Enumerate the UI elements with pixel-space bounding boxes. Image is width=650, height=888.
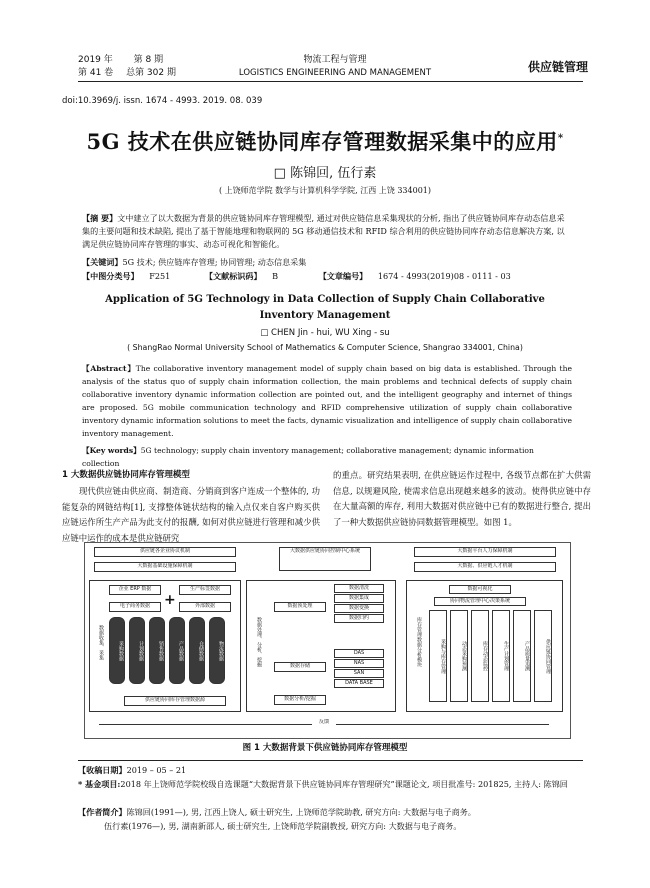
- classification-row: [82, 270, 572, 283]
- fig-right-center: 协同物流管理中心决策系统: [434, 597, 526, 606]
- abstract-en-text: The collaborative inventory management model of supply chain based on big data is established. Through the analysis of the status quo of supply chain information collection, the main problems and technical defects of supply chain collaborative inventory dynamic information collection are pointed out, and the intelligent geography and internet of things are proposed. 5G mobile communication technology and RFID comprehensive utilization of supply chain collaborative inventory dynamic information solutions to meet the facts, dynamic visualization and intelligence of supply chain collaborative inventory management.: [82, 364, 572, 438]
- fig-rcol-4: 产品质量追溯: [513, 610, 531, 702]
- fig-left-prod: 生产标签数据: [179, 585, 231, 595]
- section-right-text: 的重点。研究结果表明, 在供应链运作过程中, 各级节点都在扩大供需信息, 以规避风险, 使需求信息出现越来越多的波动。使得供应链中存在大量高额的库存, 利用大数据对供应链中已有的数据进行整合, 提出了一种大数据供应链协同数据管理模型。如图 1。: [333, 470, 591, 527]
- fig-top-left-1: 供应链各企业协议机制: [94, 547, 236, 557]
- fig-right-cols: [429, 610, 559, 705]
- fig-top-left-2: 大数据基础设施保障机制: [94, 562, 236, 572]
- art-label: 【文章编号】: [318, 271, 368, 281]
- fig-rcol-2: 库存动态监控: [471, 610, 489, 702]
- keywords-en-text: 5G technology; supply chain inventory management; collaborative management; dynamic information collection: [82, 446, 534, 468]
- fig-stack-1: 数据集成: [334, 594, 384, 603]
- fig-db-5: 物流数据: [209, 617, 225, 684]
- keywords-cn: [82, 256, 572, 269]
- affiliation-cn: ( 上饶师范学院 数学与计算机科学学院, 江西 上饶 334001): [218, 186, 432, 195]
- fn-fund-label: * 基金项目:: [78, 779, 121, 789]
- header-issue: 第 8 期: [133, 55, 164, 65]
- fig-feedback-label: 反馈: [312, 719, 336, 727]
- fig-left-erp: 企业 ERP 数据: [109, 585, 161, 595]
- fig-mid-anal: 数据分析/挖掘: [274, 695, 326, 705]
- fn-author-1-text: 陈锦回(1991—), 男, 江西上饶人, 硕士研究生, 上饶师范学院助教, 研究方向: 大数据与电子商务。: [126, 807, 476, 817]
- footnote-received: [78, 764, 583, 777]
- figure-caption: 图 1 大数据背景下供应链协同库存管理模型: [242, 743, 408, 753]
- header-row-2: [78, 67, 176, 79]
- doi: doi:10.3969/j. issn. 1674 - 4993. 2019. 08. 039: [62, 96, 263, 106]
- fig-db-3: 产品数据: [169, 617, 185, 684]
- header-total: 总第 302 期: [126, 68, 176, 78]
- title-en-line2: Inventory Management: [259, 310, 391, 321]
- journal-name-en: LOGISTICS ENGINEERING AND MANAGEMENT: [238, 68, 432, 78]
- fig-control-center: 大数据供应链协同控制中心系统: [279, 547, 371, 571]
- fn-author-label: 【作者简介】: [78, 807, 127, 817]
- fig-rcol-1: 动态采购预测: [450, 610, 468, 702]
- header-year: 2019 年: [78, 55, 113, 65]
- fn-author-2-text: 伍行素(1976—), 男, 湖南新邵人, 硕士研究生, 上饶师范学院副教授, 研究方向: 大数据与电子商务。: [104, 821, 462, 831]
- fig-left-ecom: 电子商务数据: [109, 602, 161, 612]
- figure-1: [84, 542, 569, 737]
- header-volume: 第 41 卷: [78, 68, 114, 78]
- fn-received-label: 【收稿日期】: [78, 765, 127, 775]
- fig-stack-6: SAN: [334, 669, 384, 678]
- section-heading: 1 大数据供应链协同库存管理模型: [62, 470, 190, 480]
- fig-right-vertical: 库存管理数据分析模块: [412, 597, 422, 687]
- fig-mid-store: 数据存储: [274, 662, 326, 672]
- fig-stack-0: 数据清洗: [334, 584, 384, 593]
- abstract-en-label: 【Abstract】: [82, 364, 136, 373]
- fig-db-2: 销售数据: [149, 617, 165, 684]
- title-text: 5G 技术在供应链协同库存管理数据采集中的应用: [86, 129, 558, 154]
- fig-stack-5: NAS: [334, 659, 384, 668]
- doc-value: B: [272, 271, 279, 281]
- art-value: 1674 - 4993(2019)08 - 0111 - 03: [377, 271, 511, 281]
- fig-stack-3: 数据归约: [334, 614, 384, 623]
- column-name: 供应链管理: [527, 60, 588, 74]
- abstract-cn: [82, 212, 572, 251]
- fig-rcol-5: 供应链协同管理: [534, 610, 552, 702]
- section-left-text: 现代供应链由供应商、制造商、分销商到客户连成一个整体的, 功能复杂的网链结构[1], 支撑整体链状结构的输入点仅来自客户购买供应链运作所生产产品为此支付的报酬, 如何对供应链进行管理和减少供应链中运作的成本是供应链研究: [62, 486, 320, 543]
- journal-name-cn: 物流工程与管理: [303, 55, 367, 65]
- fig-db-4: 仓储数据: [189, 617, 205, 684]
- keywords-en-label: 【Key words】: [82, 446, 141, 455]
- fig-stack-4: DAS: [334, 649, 384, 658]
- fig-db-0: 采购数据: [109, 617, 125, 684]
- fig-rcol-0: 采购与库存管理: [429, 610, 447, 702]
- abstract-en: [82, 362, 572, 440]
- authors-cn: □ 陈锦回, 伍行素: [273, 166, 377, 181]
- title-mark: *: [557, 133, 564, 144]
- footnote-rule: [78, 760, 583, 761]
- abstract-cn-label: 【摘 要】: [82, 213, 118, 223]
- fig-stack-2: 数据变换: [334, 604, 384, 613]
- keywords-cn-label: 【关键词】: [82, 257, 123, 267]
- keywords-cn-text: 5G 技术; 供应链库存管理; 协同管理; 动态信息采集: [122, 257, 307, 267]
- page-title: [0, 126, 650, 156]
- fig-db-1: 计划数据: [129, 617, 145, 684]
- title-en-line1: Application of 5G Technology in Data Collection of Supply Chain Collaborative: [105, 294, 545, 305]
- affiliation-en: ( ShangRao Normal University School of Mathematics & Computer Science, Shangrao 334001, China): [127, 343, 523, 352]
- clc-label: 【中图分类号】: [82, 271, 139, 281]
- abstract-cn-text: 文中建立了以大数据为背景的供应链协同库存管理模型, 通过对供应链信息采集现状的分析, 指出了供应链协同库存动态信息采集的主要问题和技术缺陷, 提出了基于智能地理和物联网的 5G 移动通信技术和 RFID 综合利用的供应链协同库存动态信息解决方案, 以满足供应链协同库存管理的事实、动态可视化和智能化。: [82, 213, 565, 249]
- fig-left-dbs: [109, 617, 234, 687]
- fig-left-ext: 外部数据: [179, 602, 231, 612]
- fig-right-top: 数据可视化: [449, 585, 511, 594]
- header-row-1: [78, 54, 163, 66]
- fig-mid-stack: [334, 584, 384, 696]
- footnote-author-2: [104, 820, 584, 833]
- header-rule: [78, 81, 583, 82]
- fig-rcol-3: 生产计划管理: [492, 610, 510, 702]
- fig-mid-vertical: 数据处理、分析、挖掘: [252, 597, 262, 687]
- fig-top-right-2: 大数据、供应链人才机制: [414, 562, 556, 572]
- fig-plus-icon: +: [164, 592, 176, 608]
- fig-stack-7: DATA BASE: [334, 679, 384, 688]
- clc-value: F251: [149, 271, 171, 281]
- fn-received-text: 2019 – 05 – 21: [126, 765, 187, 775]
- doc-label: 【文献标识码】: [204, 271, 262, 281]
- fn-fund-text: 2018 年上饶师范学院校级自选课题“大数据背景下供应链协同库存管理研究”课题论文, 项目批准号: 201825, 主持人: 陈锦回: [120, 779, 568, 789]
- fig-top-right-1: 大数据平台人力保障机制: [414, 547, 556, 557]
- fig-left-bottom: 供应链协同库存管理数据源: [124, 696, 226, 706]
- authors-en: □ CHEN Jin - hui, WU Xing - su: [260, 328, 390, 338]
- keywords-en: [82, 444, 572, 470]
- fig-mid-pre: 数据预处理: [274, 602, 326, 612]
- footnote-author-1: [78, 806, 583, 819]
- fig-left-vertical: 数据收集、采集: [94, 597, 104, 687]
- footnote-fund: [78, 778, 583, 791]
